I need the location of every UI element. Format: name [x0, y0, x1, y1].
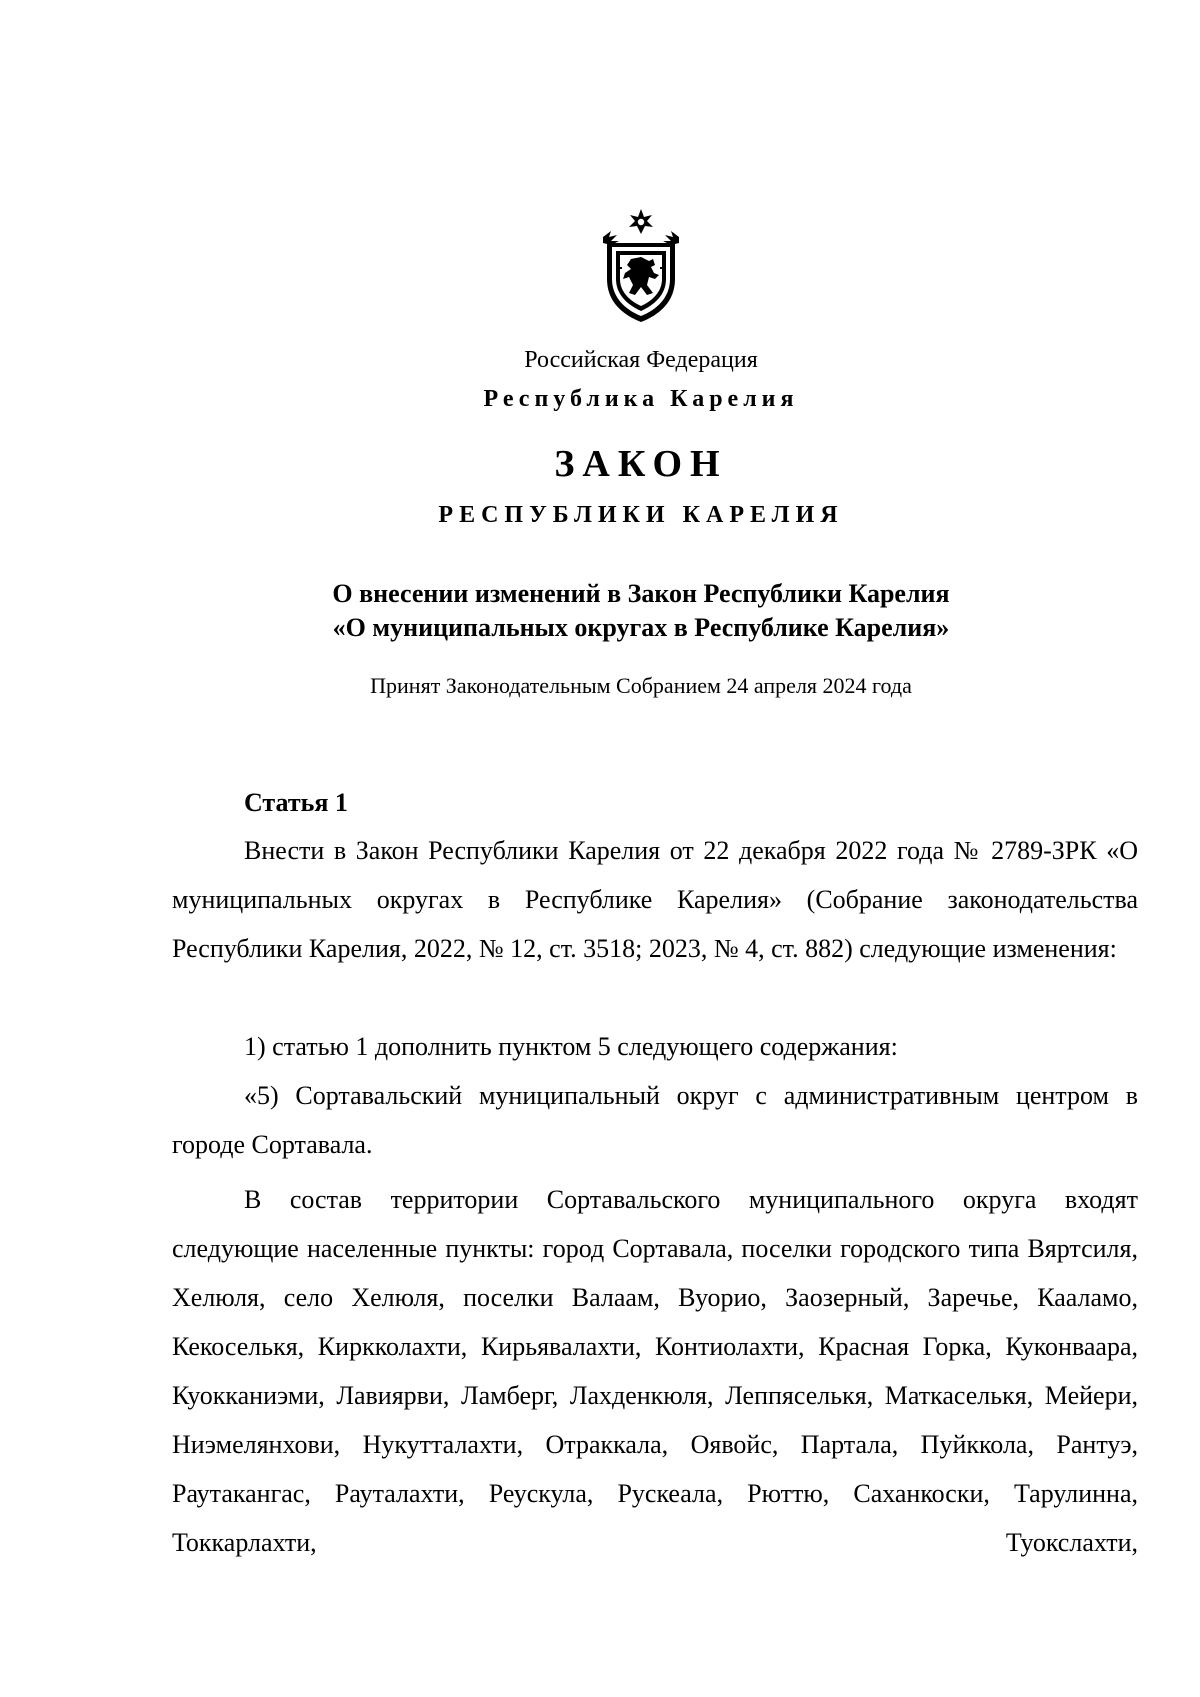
law-name	[0, 577, 1200, 645]
coat-of-arms-icon	[597, 207, 685, 325]
article-paragraph	[172, 826, 1138, 973]
adoption-note: Принят Законодательным Собранием 24 апреля 2024 года	[370, 673, 912, 698]
article-paragraph	[172, 1022, 1138, 1071]
law-title: ЗАКОН	[554, 443, 728, 485]
republic-label: Республика Карелия	[483, 386, 799, 412]
paragraph-text: «5) Сортавальский муниципальный округ с административным центром в городе Сортавала.	[172, 1081, 1138, 1159]
law-subtitle: РЕСПУБЛИКИ КАРЕЛИЯ	[438, 502, 844, 528]
paragraph-text: В состав территории Сортавальского муниципального округа входят следующие населенные пункты: город Сортавала, поселки городского типа Вяртсиля, Хелюля, село Хелюля, поселки Валаам, Вуорио, Заозерный, Заречье, Кааламо, Кекоселькя, Киркколахти, Кирьявалахти, Контиолахти, Красная Горка, Куконваара, Куокканиэми, Лавиярви, Ламберг, Лахденкюля, Леппяселькя, Маткаселькя, Мейери, Ниэмелянхови, Нукутталахти, Отраккала, Оявойс, Партала, Пуйккола, Рантуэ, Раутакангас, Рауталахти, Реускула, Рускеала, Рюттю, Саханкоски, Тарулинна, Токкарлахти, Туокслахти,	[172, 1185, 1138, 1557]
article-heading: Статья 1	[244, 788, 348, 817]
federation-label: Российская Федерация	[524, 347, 758, 373]
paragraph-text: Внести в Закон Республики Карелия от 22 декабря 2022 года № 2789-ЗРК «О муниципальных округах в Республике Карелия» (Собрание законодательства Республики Карелия, 2022, № 12, ст. 3518; 2023, № 4, ст. 882) следующие изменения:	[172, 836, 1138, 963]
law-name-line-2: «О муниципальных округах в Республике Карелия»	[332, 613, 950, 642]
article-paragraph	[172, 1071, 1138, 1169]
paragraph-text: 1) статью 1 дополнить пунктом 5 следующего содержания:	[244, 1032, 898, 1061]
law-name-line-1: О внесении изменений в Закон Республики Карелия	[332, 579, 950, 608]
article-paragraph	[172, 1175, 1138, 1567]
